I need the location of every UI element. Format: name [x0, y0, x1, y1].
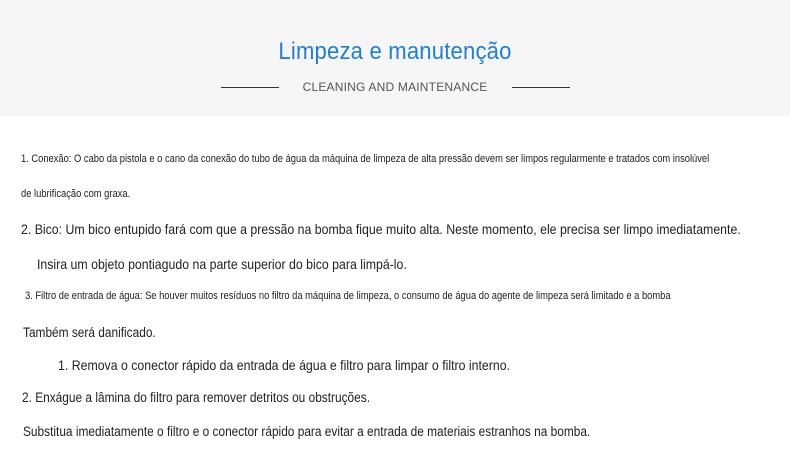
page-subtitle: CLEANING AND MAINTENANCE: [302, 80, 488, 94]
connection-text-line-1: 1. Conexão: O cabo da pistola e o cano da conexão do tubo de água da máquina de limpeza de alta pressão devem ser limpos regularmente e tratados com insolúvel: [21, 153, 710, 165]
nozzle-text-line-2: Insira um objeto pontiagudo na parte superior do bico para limpá-lo.: [37, 256, 407, 272]
page-title: Limpeza e manutenção: [278, 38, 512, 65]
instructions-body: [0, 116, 790, 465]
filter-step-2: 2. Enxágue a lâmina do filtro para remover detritos ou obstruções.: [22, 390, 371, 405]
connection-text-line-2: de lubrificação com graxa.: [21, 188, 131, 200]
nozzle-text-line-1: 2. Bico: Um bico entupido fará com que a pressão na bomba fique muito alta. Neste momento, ele precisa ser limpo imediatamente.: [21, 221, 741, 237]
filter-step-1: 1. Remova o conector rápido da entrada de água e filtro para limpar o filtro interno.: [58, 357, 510, 373]
header-banner: [0, 0, 790, 116]
subtitle-row: [0, 80, 790, 96]
filter-step-3: Substitua imediatamente o filtro e o conector rápido para evitar a entrada de materiais estranhos na bomba.: [23, 424, 591, 439]
right-divider: [512, 87, 570, 88]
filter-text-line-2: Também será danificado.: [23, 325, 156, 340]
filter-text-line-1: 3. Filtro de entrada de água: Se houver muitos resíduos no filtro da máquina de limpeza, o consumo de água do agente de limpeza será limitado e a bomba: [25, 290, 671, 302]
